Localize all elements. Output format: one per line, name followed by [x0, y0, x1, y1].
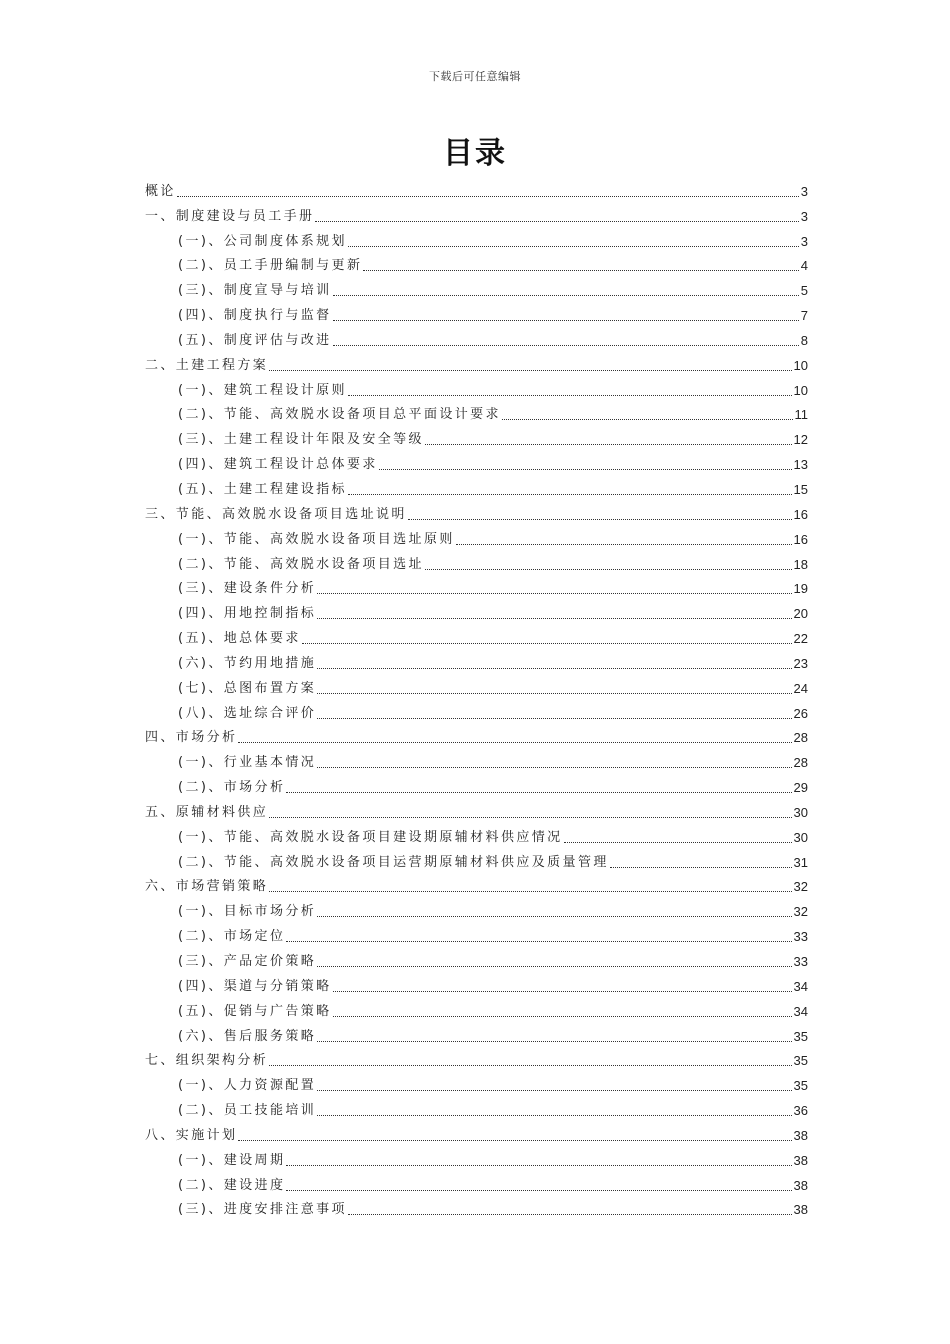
- dot-leader: [286, 792, 791, 793]
- toc-entry[interactable]: [145, 945, 808, 970]
- dot-leader: [302, 643, 792, 644]
- table-of-contents: [145, 175, 808, 1218]
- toc-entry[interactable]: [145, 523, 808, 548]
- toc-entry-label: (四)、渠道与分销策略: [178, 978, 332, 994]
- dot-leader: [610, 867, 792, 868]
- toc-entry-label: (一)、节能、高效脱水设备项目建设期原辅材料供应情况: [178, 829, 563, 845]
- dot-leader: [269, 817, 791, 818]
- dot-leader: [333, 295, 799, 296]
- toc-page-number: 16: [793, 506, 808, 522]
- toc-entry-label: (二)、节能、高效脱水设备项目选址: [178, 556, 424, 572]
- dot-leader: [238, 1140, 791, 1141]
- toc-page-number: 20: [793, 606, 808, 622]
- toc-page-number: 11: [794, 407, 808, 423]
- toc-page-number: 15: [793, 481, 808, 497]
- toc-entry-label: (一)、行业基本情况: [178, 755, 317, 771]
- toc-entry-label: 五、原辅材料供应: [145, 804, 269, 820]
- toc-page-number: 23: [793, 655, 808, 671]
- toc-entry[interactable]: [145, 995, 808, 1020]
- dot-leader: [269, 891, 791, 892]
- toc-page-number: 35: [793, 1078, 808, 1094]
- toc-page-number: 38: [793, 1152, 808, 1168]
- toc-page-number: 3: [800, 233, 808, 249]
- toc-entry[interactable]: [145, 597, 808, 622]
- toc-page-number: 5: [800, 283, 808, 299]
- dot-leader: [286, 1165, 791, 1166]
- toc-page-number: 22: [793, 631, 808, 647]
- header-note: 下载后可任意编辑: [429, 70, 521, 83]
- toc-entry-label: 三、节能、高效脱水设备项目选址说明: [145, 506, 407, 522]
- toc-entry-label: (三)、建设条件分析: [178, 581, 317, 597]
- dot-leader: [564, 842, 792, 843]
- dot-leader: [333, 320, 799, 321]
- toc-page-number: 38: [793, 1177, 808, 1193]
- toc-entry-label: (三)、进度安排注意事项: [178, 1202, 347, 1218]
- toc-entry[interactable]: [145, 697, 808, 722]
- toc-entry-label: (二)、节能、高效脱水设备项目运营期原辅材料供应及质量管理: [178, 854, 609, 870]
- toc-page-number: 26: [793, 705, 808, 721]
- toc-entry[interactable]: [145, 1144, 808, 1169]
- toc-entry-label: 八、实施计划: [145, 1127, 238, 1143]
- dot-leader: [269, 1065, 791, 1066]
- dot-leader: [379, 469, 792, 470]
- toc-page-number: 28: [793, 730, 808, 746]
- toc-page-number: 10: [793, 357, 808, 373]
- toc-entry[interactable]: [145, 274, 808, 299]
- toc-entry-label: (一)、建设周期: [178, 1152, 286, 1168]
- toc-page-number: 19: [793, 581, 808, 597]
- toc-entry-label: 二、土建工程方案: [145, 357, 269, 373]
- toc-entry-label: 概论: [145, 183, 176, 199]
- toc-entry-label: (六)、售后服务策略: [178, 1028, 317, 1044]
- toc-entry[interactable]: [145, 746, 808, 771]
- toc-page-number: 12: [793, 432, 808, 448]
- toc-entry-label: (一)、人力资源配置: [178, 1078, 317, 1094]
- dot-leader: [286, 1190, 791, 1191]
- toc-entry[interactable]: [145, 448, 808, 473]
- toc-entry-label: (四)、建筑工程设计总体要求: [178, 457, 378, 473]
- dot-leader: [348, 395, 792, 396]
- toc-entry-label: (五)、土建工程建设指标: [178, 481, 347, 497]
- toc-entry[interactable]: [145, 722, 808, 747]
- dot-leader: [317, 593, 791, 594]
- toc-entry[interactable]: [145, 423, 808, 448]
- toc-entry[interactable]: [145, 622, 808, 647]
- toc-entry-label: 六、市场营销策略: [145, 879, 269, 895]
- toc-entry-label: (一)、目标市场分析: [178, 904, 317, 920]
- toc-page-number: 18: [793, 556, 808, 572]
- dot-leader: [425, 569, 792, 570]
- toc-entry-label: (四)、用地控制指标: [178, 606, 317, 622]
- toc-entry-label: (一)、公司制度体系规划: [178, 233, 347, 249]
- toc-page-number: 38: [793, 1202, 808, 1218]
- toc-page-number: 38: [793, 1127, 808, 1143]
- toc-entry-label: (五)、地总体要求: [178, 631, 301, 647]
- toc-page-number: 30: [793, 829, 808, 845]
- toc-entry-label: 一、制度建设与员工手册: [145, 208, 315, 224]
- toc-entry-label: (三)、产品定价策略: [178, 954, 317, 969]
- dot-leader: [317, 618, 791, 619]
- toc-page-number: 31: [793, 854, 808, 870]
- toc-page-number: 30: [793, 804, 808, 820]
- toc-page-number: 7: [800, 308, 808, 324]
- toc-page-number: 3: [800, 183, 808, 199]
- dot-leader: [317, 1041, 791, 1042]
- toc-page-number: 13: [793, 457, 808, 473]
- dot-leader: [177, 196, 799, 197]
- toc-entry[interactable]: [145, 1194, 808, 1219]
- toc-entry-label: 七、组织架构分析: [145, 1053, 269, 1069]
- dot-leader: [317, 718, 791, 719]
- toc-entry[interactable]: [145, 374, 808, 399]
- dot-leader: [317, 668, 791, 669]
- dot-leader: [456, 544, 792, 545]
- toc-entry[interactable]: [145, 895, 808, 920]
- toc-page-number: 10: [793, 382, 808, 398]
- toc-page-number: 32: [793, 904, 808, 920]
- toc-entry-label: (二)、节能、高效脱水设备项目总平面设计要求: [178, 407, 501, 423]
- toc-entry-label: (五)、促销与广告策略: [178, 1003, 332, 1019]
- toc-entry[interactable]: [145, 473, 808, 498]
- toc-entry[interactable]: [145, 1119, 808, 1144]
- toc-entry[interactable]: [145, 175, 808, 200]
- toc-page-number: 16: [793, 531, 808, 547]
- toc-entry[interactable]: [145, 647, 808, 672]
- toc-page-number: 35: [793, 1053, 808, 1069]
- toc-entry[interactable]: [145, 1094, 808, 1119]
- dot-leader: [317, 1090, 791, 1091]
- toc-entry[interactable]: [145, 771, 808, 796]
- toc-page-number: 8: [800, 332, 808, 348]
- dot-leader: [317, 693, 791, 694]
- toc-page-number: 34: [793, 1003, 808, 1019]
- dot-leader: [333, 1016, 792, 1017]
- toc-entry[interactable]: [145, 920, 808, 945]
- toc-entry[interactable]: [145, 324, 808, 349]
- toc-entry-label: (一)、节能、高效脱水设备项目选址原则: [178, 531, 455, 547]
- toc-page-number: 36: [793, 1103, 808, 1119]
- toc-page-number: 35: [793, 1028, 808, 1044]
- toc-entry-label: 四、市场分析: [145, 730, 238, 746]
- toc-entry[interactable]: [145, 349, 808, 374]
- toc-page-number: 24: [793, 680, 808, 696]
- toc-entry[interactable]: [145, 672, 808, 697]
- toc-entry[interactable]: [145, 573, 808, 598]
- toc-page-number: 4: [800, 258, 808, 274]
- toc-entry-label: (五)、制度评估与改进: [178, 332, 332, 348]
- toc-entry[interactable]: [145, 250, 808, 275]
- toc-page-number: 29: [793, 780, 808, 796]
- dot-leader: [317, 1115, 791, 1116]
- dot-leader: [363, 270, 798, 271]
- dot-leader: [425, 444, 792, 445]
- dot-leader: [348, 494, 792, 495]
- toc-page-number: 34: [793, 978, 808, 994]
- dot-leader: [238, 742, 791, 743]
- toc-page-number: 33: [793, 954, 808, 969]
- toc-entry-label: (七)、总图布置方案: [178, 680, 317, 696]
- toc-title: 目录: [443, 136, 507, 171]
- dot-leader: [317, 916, 791, 917]
- toc-entry-label: (四)、制度执行与监督: [178, 308, 332, 324]
- toc-entry[interactable]: [145, 846, 808, 871]
- toc-entry[interactable]: [145, 871, 808, 896]
- dot-leader: [348, 246, 799, 247]
- toc-entry-label: (八)、选址综合评价: [178, 705, 317, 721]
- dot-leader: [317, 767, 791, 768]
- toc-page-number: 33: [793, 929, 808, 945]
- toc-entry[interactable]: [145, 1069, 808, 1094]
- dot-leader: [348, 1214, 792, 1215]
- toc-entry[interactable]: [145, 1169, 808, 1194]
- toc-entry-label: (二)、市场分析: [178, 780, 286, 796]
- toc-entry-label: (三)、土建工程设计年限及安全等级: [178, 432, 424, 448]
- toc-entry-label: (二)、市场定位: [178, 929, 286, 945]
- dot-leader: [408, 519, 792, 520]
- toc-entry[interactable]: [145, 1045, 808, 1070]
- toc-entry[interactable]: [145, 200, 808, 225]
- dot-leader: [286, 941, 791, 942]
- dot-leader: [333, 991, 792, 992]
- toc-entry[interactable]: [145, 498, 808, 523]
- toc-entry[interactable]: [145, 225, 808, 250]
- toc-entry[interactable]: [145, 1020, 808, 1045]
- toc-page-number: 3: [800, 208, 808, 224]
- toc-entry-label: (三)、制度宣导与培训: [178, 283, 332, 299]
- toc-entry[interactable]: [145, 821, 808, 846]
- toc-page-number: 28: [793, 755, 808, 771]
- toc-entry[interactable]: [145, 299, 808, 324]
- dot-leader: [502, 419, 793, 420]
- toc-entry-label: (二)、建设进度: [178, 1177, 286, 1193]
- toc-entry-label: (二)、员工手册编制与更新: [178, 258, 363, 274]
- dot-leader: [317, 966, 791, 967]
- dot-leader: [269, 370, 791, 371]
- toc-entry[interactable]: [145, 796, 808, 821]
- toc-entry[interactable]: [145, 548, 808, 573]
- toc-entry-label: (六)、节约用地措施: [178, 655, 317, 671]
- toc-entry-label: (一)、建筑工程设计原则: [178, 382, 347, 398]
- toc-page-number: 32: [793, 879, 808, 895]
- toc-entry[interactable]: [145, 399, 808, 424]
- toc-entry-label: (二)、员工技能培训: [178, 1103, 317, 1119]
- dot-leader: [315, 221, 798, 222]
- toc-entry[interactable]: [145, 970, 808, 995]
- dot-leader: [333, 345, 799, 346]
